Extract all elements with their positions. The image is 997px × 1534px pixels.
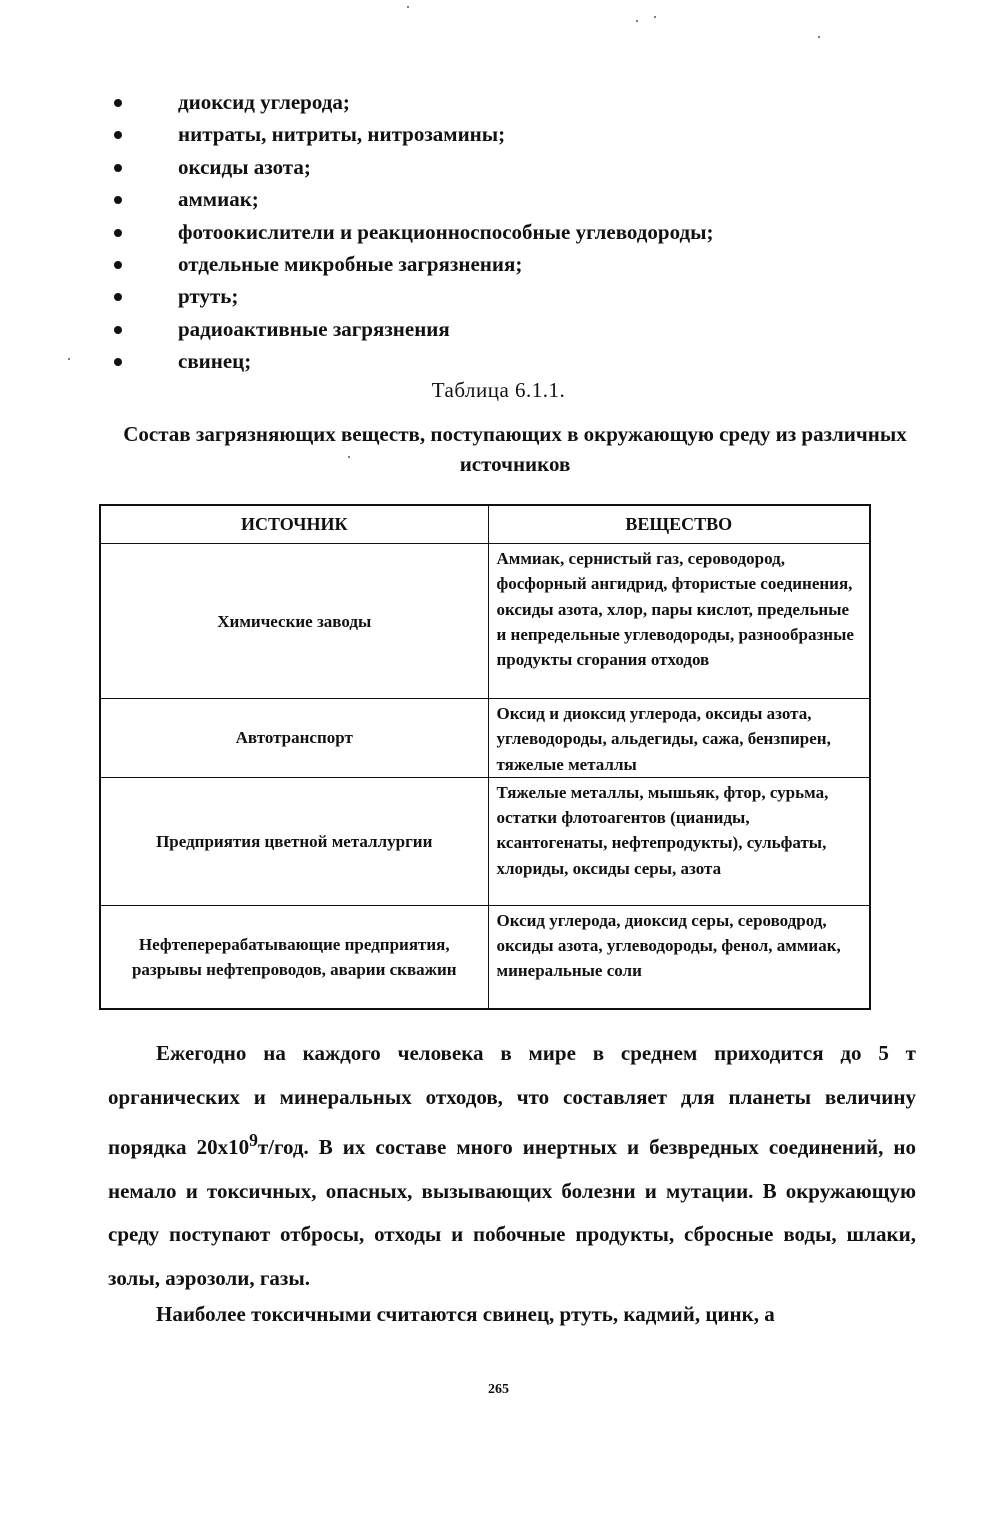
table-cell-source: Нефтеперерабатывающие предприятия, разрывы нефтепроводов, аварии скважин [100,905,488,1009]
list-item-text: фотоокислители и реакционноспособные углеводороды; [178,219,714,244]
list-item [108,151,908,183]
table-cell-substance: Тяжелые металлы, мышьяк, фтор, сурьма, остатки флотоагентов (цианиды, ксантогенаты, нефтепродукты), сульфаты, хлориды, оксиды серы, азота [488,777,870,905]
table-title: Состав загрязняющих веществ, поступающих в окружающую среду из различных источников [123,422,907,476]
table-row [100,699,870,778]
bullet-icon [114,261,122,269]
list-item-text: радиоактивные загрязнения [178,316,450,341]
list-item [108,345,908,377]
scan-speck [348,456,350,458]
bullet-icon [114,358,122,366]
table-cell-source: Предприятия цветной металлургии [100,777,488,905]
column-header-substance: ВЕЩЕСТВО [488,505,870,544]
table-row [100,544,870,699]
scan-speck [68,358,70,360]
table-header-row [100,505,870,544]
list-item [108,313,908,345]
scan-speck [636,20,638,22]
list-item [108,216,908,248]
paragraph-text: т/год. В их составе много инертных и безвредных соединений, но немало и токсичных, опасных, вызывающих болезни и мутации. В окружающую среду поступают отбросы, отходы и побочные продукты, сбросные воды, шлаки, золы, аэрозоли, газы. [108,1135,917,1290]
list-item-text: нитраты, нитриты, нитрозамины; [178,122,506,147]
list-item-text: ртуть; [178,284,239,309]
list-item-text: диоксид углерода; [178,90,350,114]
list-item [108,118,908,150]
table-row [100,777,870,905]
column-header-source: ИСТОЧНИК [100,505,488,544]
table-cell-substance: Оксид и диоксид углерода, оксиды азота, углеводороды, альдегиды, сажа, бензпирен, тяжелые металлы [488,699,870,778]
list-item-text: свинец; [178,349,252,374]
list-item [108,248,908,280]
list-item-text: отдельные микробные загрязнения; [178,251,523,276]
page-number: 265 [488,1382,509,1397]
table-cell-source: Автотранспорт [100,699,488,778]
bullet-icon [114,229,122,237]
scan-speck [407,6,409,8]
body-paragraph [108,1032,916,1301]
pollution-sources-table [99,504,871,1010]
list-item [108,183,908,215]
pollutant-bullet-list [108,86,908,378]
bullet-icon [114,164,122,172]
table-row [100,905,870,1009]
list-item [108,280,908,312]
body-paragraph: Наиболее токсичными считаются свинец, ртуть, кадмий, цинк, а [156,1302,775,1326]
bullet-icon [114,131,122,139]
bullet-icon [114,99,122,107]
list-item [108,86,908,118]
table-cell-substance: Аммиак, сернистый газ, сероводород, фосфорный ангидрид, фтористые соединения, оксиды азота, хлор, пары кислот, предельные и непредельные углеводороды, разнообразные продукты сгорания отходов [488,544,870,699]
list-item-text: аммиак; [178,187,259,212]
bullet-icon [114,293,122,301]
scan-speck [818,36,820,38]
table-label: Таблица 6.1.1. [431,378,566,402]
table-cell-substance: Оксид углерода, диоксид серы, сероводрод, оксиды азота, углеводороды, фенол, аммиак, минеральные соли [488,905,870,1009]
paragraph-text: Ежегодно на каждого человека в мире в среднем приходится до 5 т органических и минеральных отходов, что составляет для планеты величину порядка 20x10 [108,1041,916,1160]
list-item-text: оксиды азота; [178,154,311,179]
table-cell-source: Химические заводы [100,544,488,699]
bullet-icon [114,326,122,334]
scan-speck [654,16,656,18]
exponent: 9 [249,1130,258,1151]
bullet-icon [114,196,122,204]
